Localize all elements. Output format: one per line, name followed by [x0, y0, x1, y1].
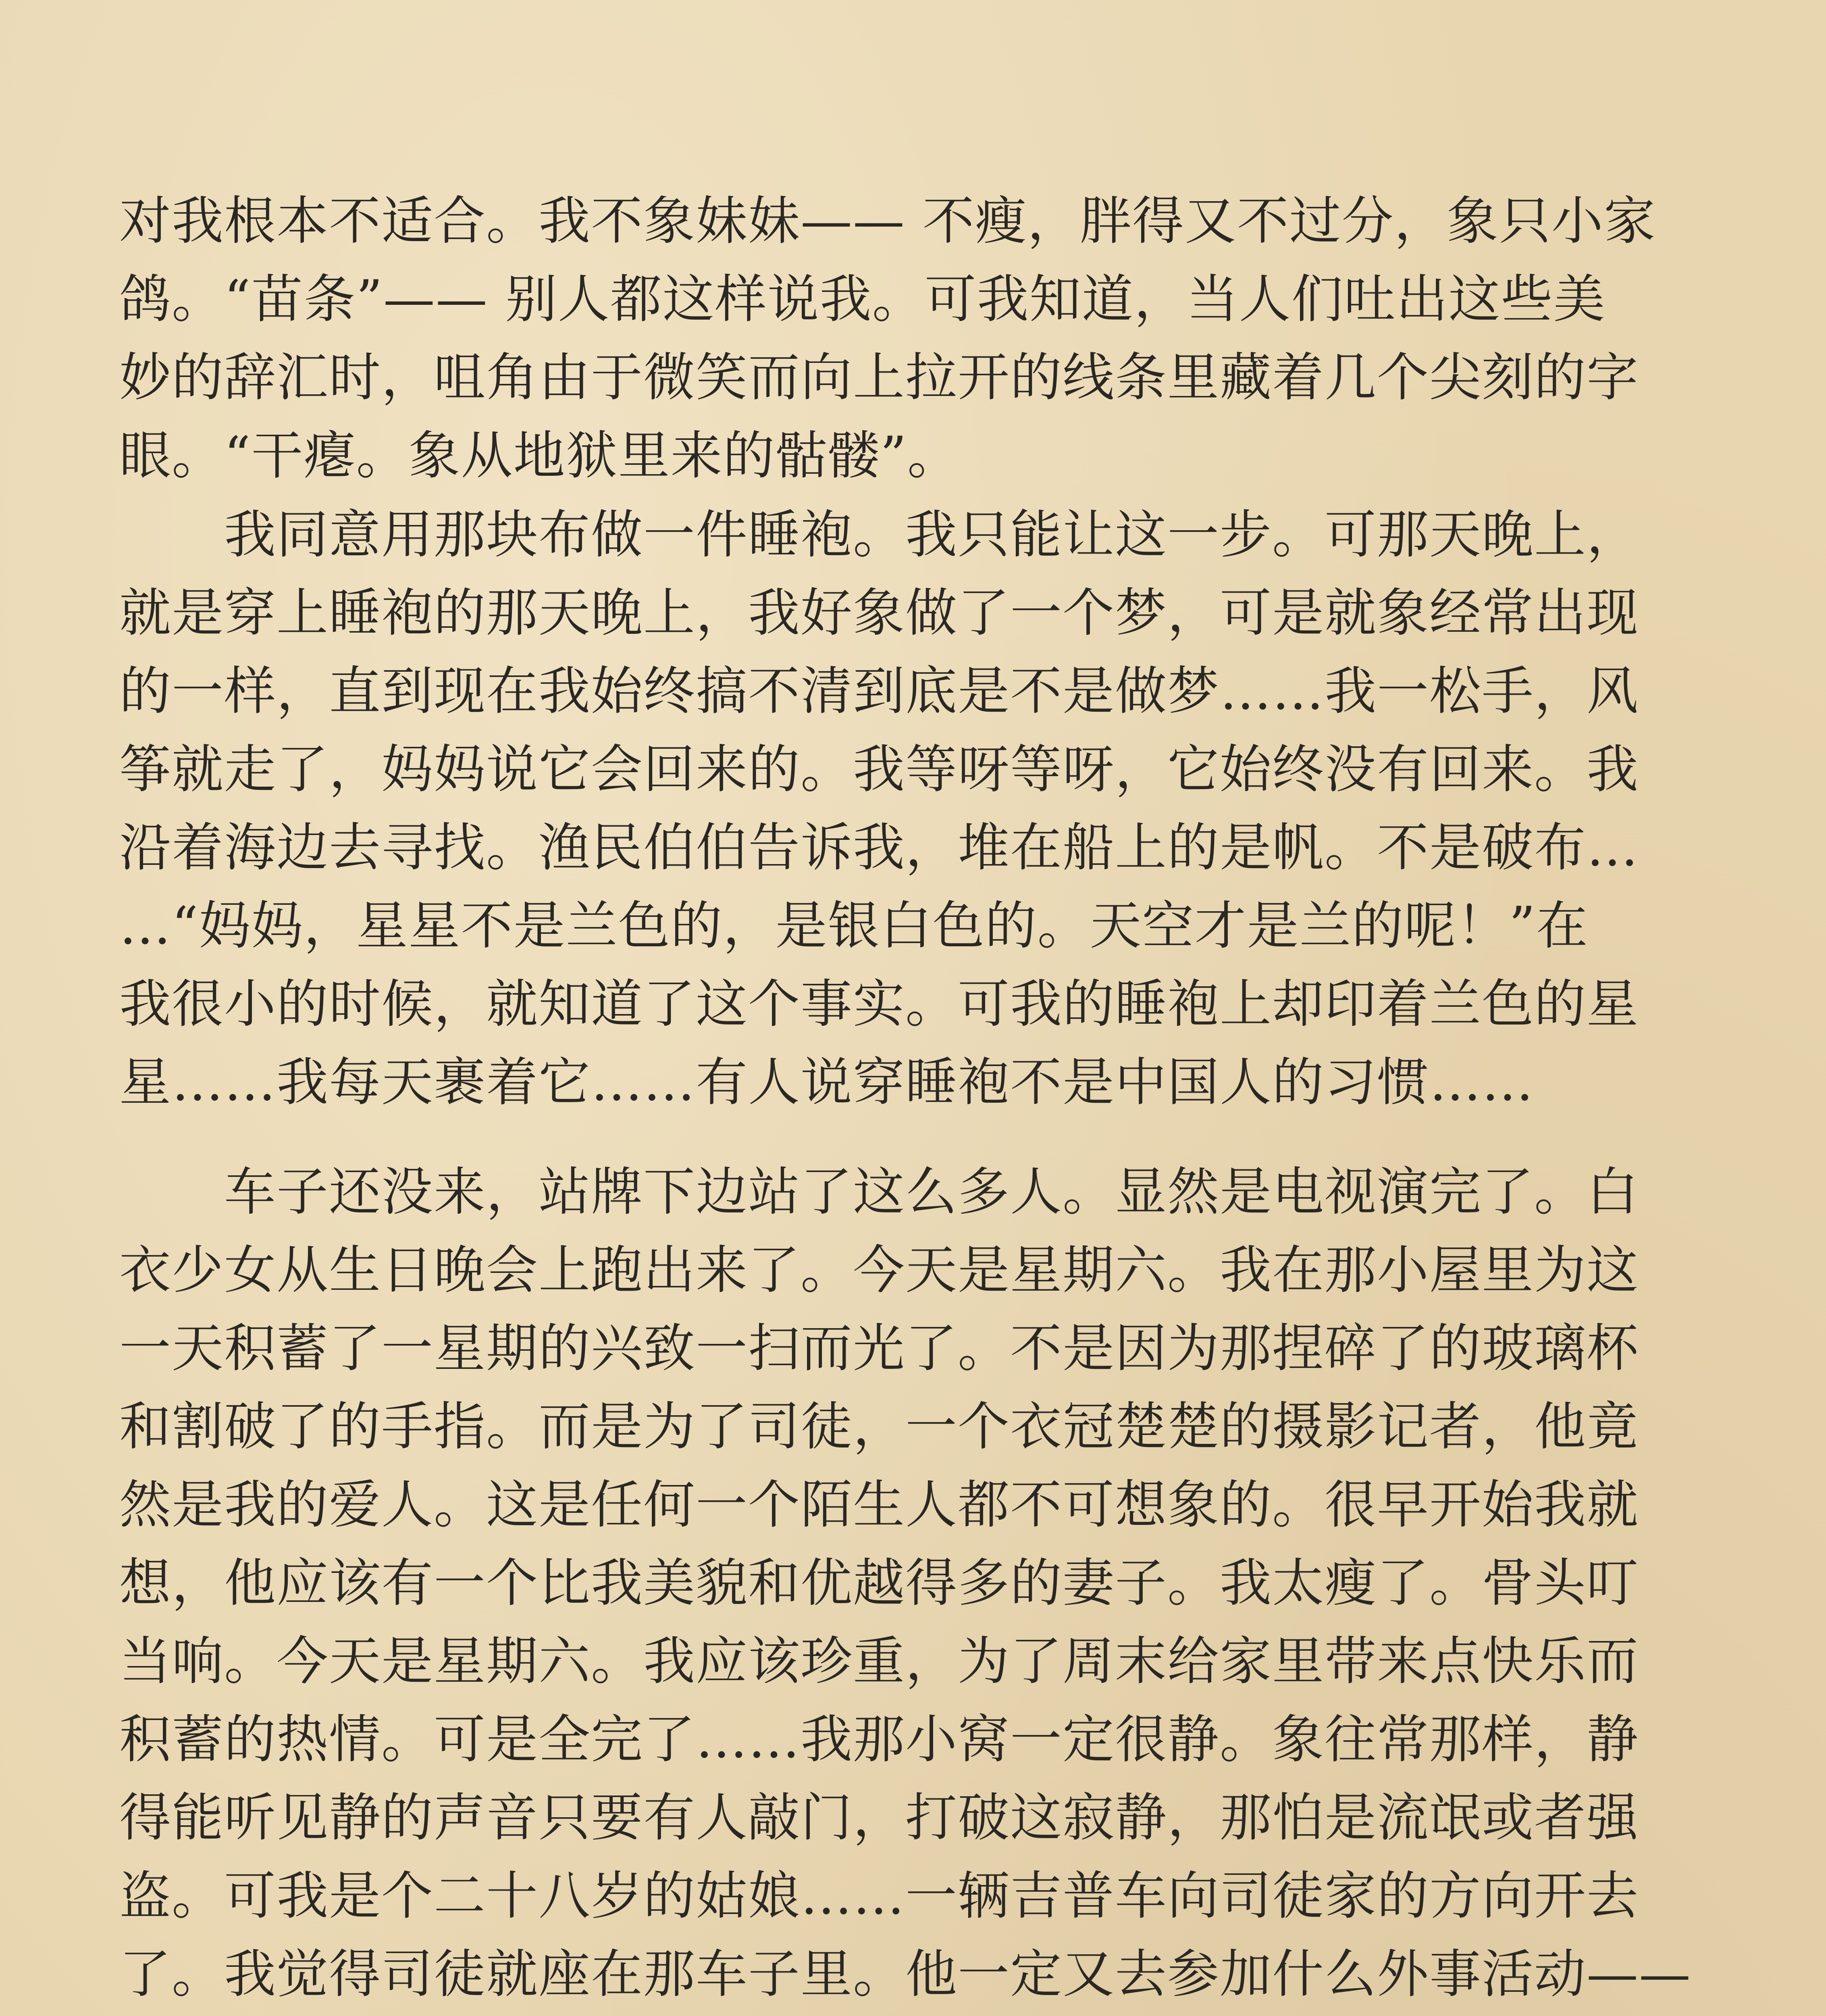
text-line: 的一样，直到现在我始终搞不清到底是不是做梦……我一松手，风: [119, 661, 1639, 721]
text-line: 妙的辞汇时，咀角由于微笑而向上拉开的线条里藏着几个尖刻的字: [119, 348, 1639, 408]
text-line: 了。我觉得司徒就座在那车子里。他一定又去参加什么外事活动——: [119, 1944, 1692, 2004]
text-line: 积蓄的热情。可是全完了……我那小窝一定很静。象往常那样，静: [119, 1710, 1639, 1770]
text-line: 想，他应该有一个比我美貌和优越得多的妻子。我太瘦了。骨头叮: [119, 1553, 1639, 1613]
text-line: 星……我每天裹着它……有人说穿睡袍不是中国人的习惯……: [119, 1052, 1535, 1112]
text-line: 对我根本不适合。我不象妹妹—— 不瘦，胖得又不过分，象只小家: [119, 191, 1656, 251]
paragraph-1: [119, 182, 1656, 495]
paragraph-3: [119, 1153, 1692, 2016]
text-line: 筝就走了，妈妈说它会回来的。我等呀等呀，它始终没有回来。我: [119, 739, 1639, 800]
text-line: 和割破了的手指。而是为了司徒，一个衣冠楚楚的摄影记者，他竟: [119, 1397, 1639, 1457]
text-line: 盗。可我是个二十八岁的姑娘……一辆吉普车向司徒家的方向开去: [119, 1866, 1639, 1926]
text-line: 车子还没来，站牌下边站了这么多人。显然是电视演完了。白: [224, 1162, 1639, 1222]
text-line: 得能听见静的声音只要有人敲门，打破这寂静，那怕是流氓或者强: [119, 1788, 1639, 1848]
text-line: [119, 2014, 1566, 2016]
text-line: …“妈妈，星星不是兰色的，是银白色的。天空才是兰的呢！”在: [119, 896, 1589, 956]
text-line: 衣少女从生日晚会上跑出来了。今天是星期六。我在那小屋里为这: [119, 1240, 1639, 1300]
text-line: 我同意用那块布做一件睡袍。我只能让这一步。可那天晚上，: [224, 505, 1639, 565]
paragraph-2: [119, 496, 1639, 1122]
text-line: 然是我的爱人。这是任何一个陌生人都不可想象的。很早开始我就: [119, 1475, 1639, 1535]
text-line: 沿着海边去寻找。渔民伯伯告诉我，堆在船上的是帆。不是破布…: [119, 818, 1639, 878]
text-line: 鸽。“苗条”—— 别人都这样说我。可我知道，当人们吐出这些美: [119, 269, 1606, 329]
text-line: 我很小的时候，就知道了这个事实。可我的睡袍上却印着兰色的星: [119, 974, 1639, 1034]
text-line: 眼。“干瘪。象从地狱里来的骷髅”。: [119, 426, 960, 486]
text-line: 一天积蓄了一星期的兴致一扫而光了。不是因为那捏碎了的玻璃杯: [119, 1318, 1639, 1379]
text-line: 就是穿上睡袍的那天晚上，我好象做了一个梦，可是就象经常出现: [119, 583, 1639, 643]
text-line: 当响。今天是星期六。我应该珍重，为了周末给家里带来点快乐而: [119, 1631, 1639, 1691]
